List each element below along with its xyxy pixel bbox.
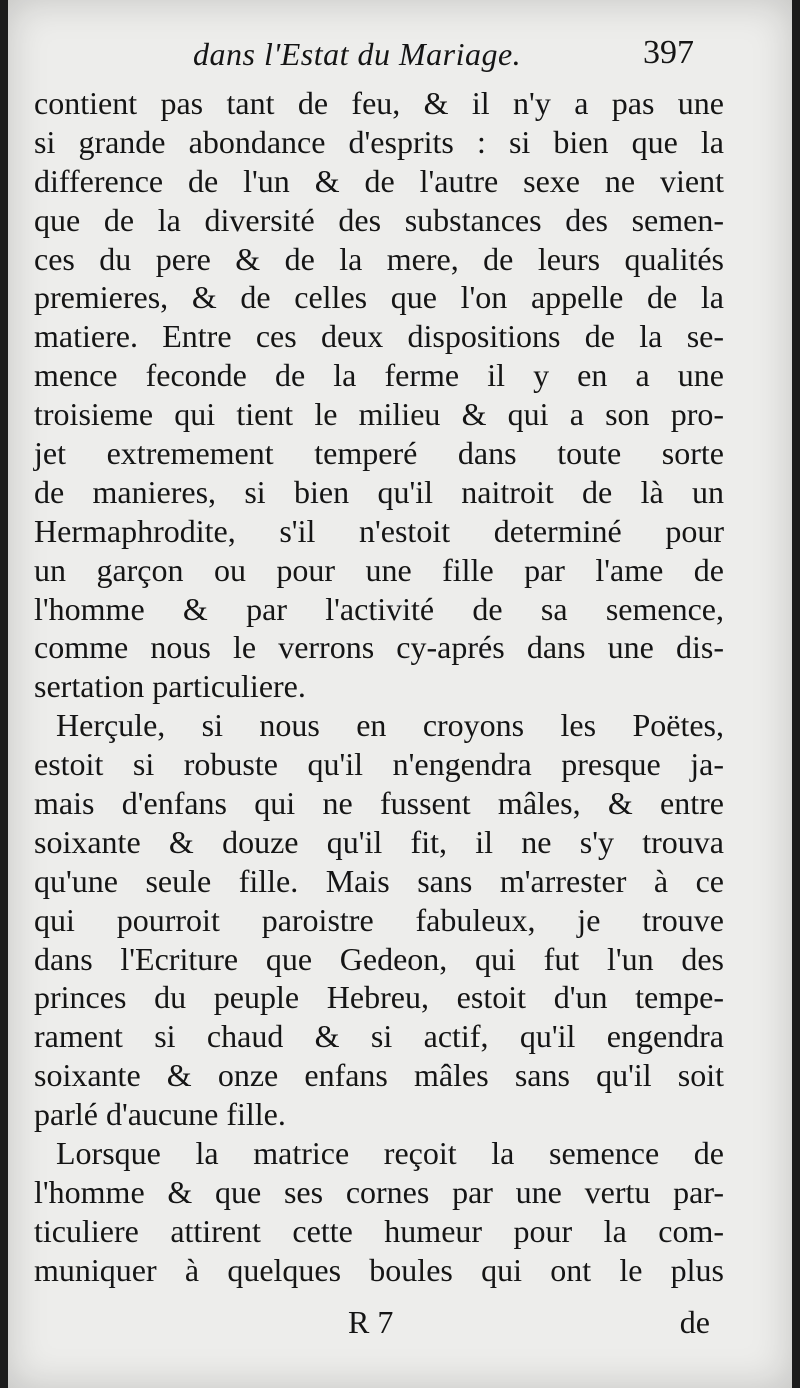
text-line: sertation particuliere. <box>34 668 306 705</box>
text-line: ces du pere & de la mere, de leurs qualités <box>34 240 724 277</box>
text-line: Herçule, si nous en croyons les Poëtes, <box>56 707 724 744</box>
text-line: si grande abondance d'esprits : si bien que la <box>34 123 724 160</box>
body-text <box>34 84 724 1290</box>
text-line: princes du peuple Hebreu, estoit d'un tempe- <box>34 979 724 1016</box>
text-line: Lorsque la matrice reçoit la semence de <box>56 1135 724 1172</box>
text-line: soixante & douze qu'il fit, il ne s'y trouva <box>34 823 724 860</box>
text-line: l'homme & par l'activité de sa semence, <box>34 590 724 627</box>
running-title: dans l'Estat du Mariage. <box>193 36 522 72</box>
text-line: jet extremement temperé dans toute sorte <box>34 435 724 472</box>
text-line: matiere. Entre ces deux dispositions de la se- <box>34 318 724 355</box>
text-line: rament si chaud & si actif, qu'il engendra <box>34 1018 724 1055</box>
text-line: de manieres, si bien qu'il naitroit de là un <box>34 473 724 510</box>
text-line: un garçon ou pour une fille par l'ame de <box>34 551 724 588</box>
text-line: mais d'enfans qui ne fussent mâles, & entre <box>34 785 724 822</box>
text-line: qu'une seule fille. Mais sans m'arrester à ce <box>34 862 724 899</box>
signature-mark: R 7 <box>348 1304 394 1340</box>
page-number: 397 <box>643 34 694 71</box>
book-page <box>8 0 792 1388</box>
page-footer <box>8 1300 792 1350</box>
text-line: mence feconde de la ferme il y en a une <box>34 357 724 394</box>
text-line: soixante & onze enfans mâles sans qu'il soit <box>34 1057 724 1094</box>
text-line: premieres, & de celles que l'on appelle de la <box>34 279 724 316</box>
text-line: contient pas tant de feu, & il n'y a pas une <box>34 85 724 121</box>
text-line: estoit si robuste qu'il n'engendra presque ja- <box>34 746 724 783</box>
text-line: muniquer à quelques boules qui ont le plus <box>34 1251 724 1288</box>
text-line: comme nous le verrons cy-aprés dans une dis- <box>34 629 724 666</box>
text-line: qui pourroit paroistre fabuleux, je trouve <box>34 901 724 938</box>
text-line: ticuliere attirent cette humeur pour la com- <box>34 1212 724 1249</box>
text-line: Hermaphrodite, s'il n'estoit determiné pour <box>34 512 724 549</box>
text-line: troisieme qui tient le milieu & qui a son pro- <box>34 396 724 433</box>
running-head <box>8 30 792 76</box>
text-line: difference de l'un & de l'autre sexe ne vient <box>34 162 724 199</box>
text-line: dans l'Ecriture que Gedeon, qui fut l'un des <box>34 940 724 977</box>
text-line: l'homme & que ses cornes par une vertu par- <box>34 1173 724 1210</box>
text-line: parlé d'aucune fille. <box>34 1096 286 1133</box>
text-line: que de la diversité des substances des semen- <box>34 201 724 238</box>
catchword: de <box>679 1304 710 1340</box>
